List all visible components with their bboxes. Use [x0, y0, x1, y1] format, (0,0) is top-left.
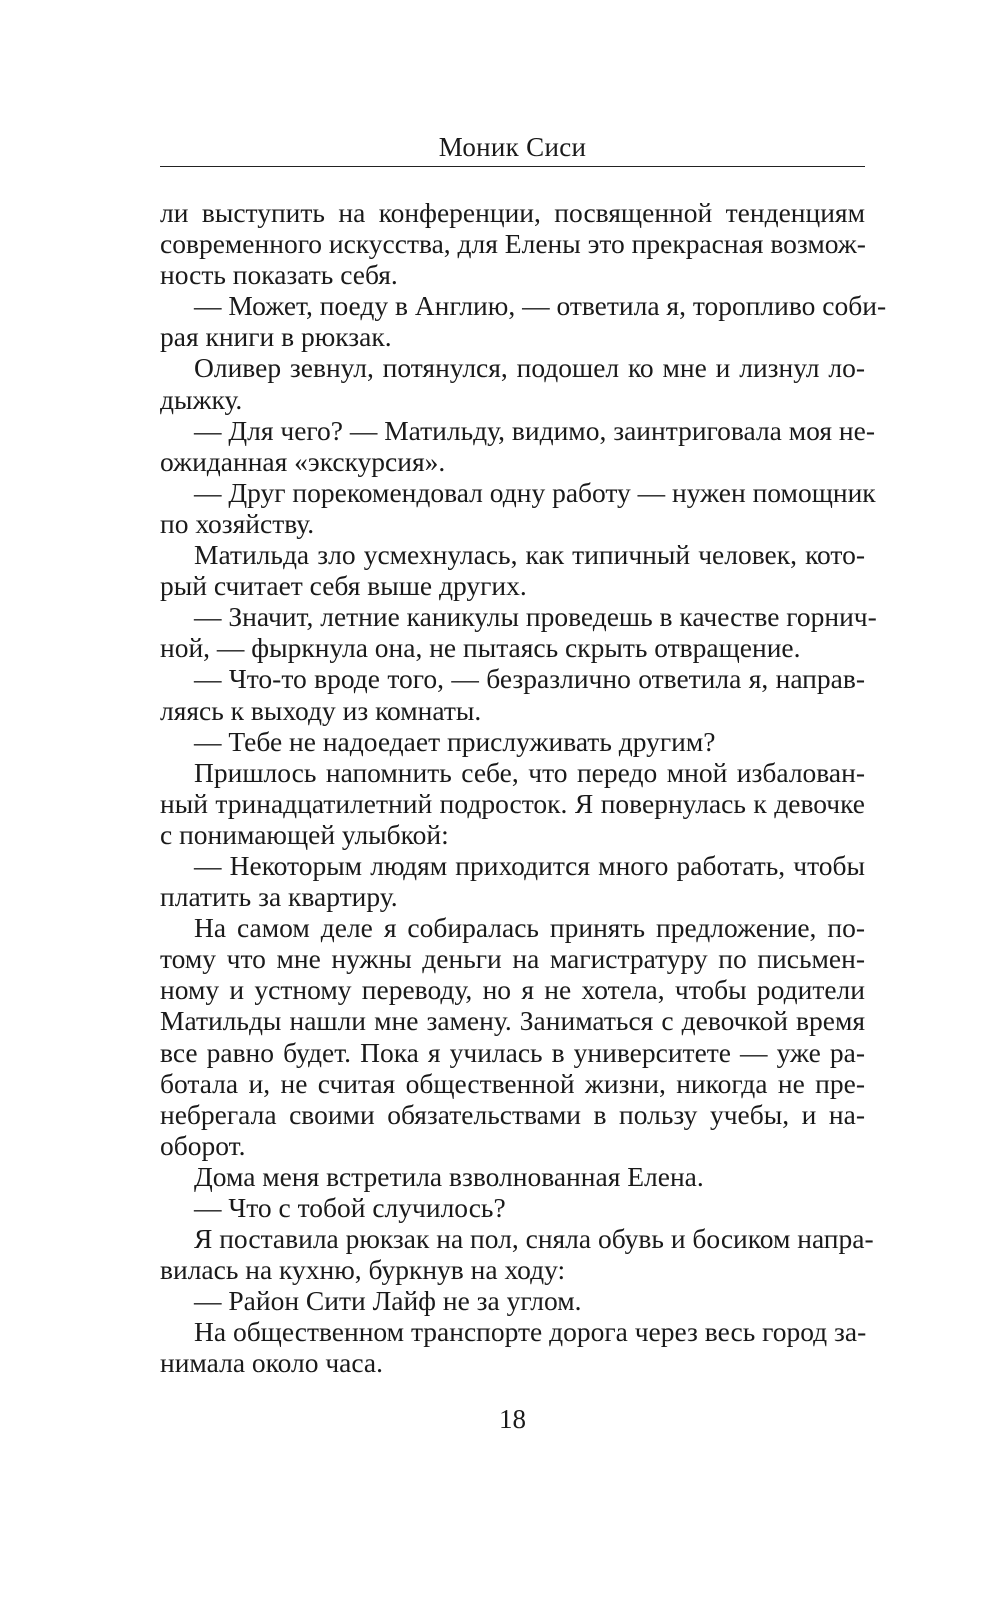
text-line: Матильды нашли мне замену. Заниматься с девочкой время — [160, 1005, 865, 1037]
text-line: современного искусства, для Елены это прекрасная возмож- — [160, 228, 866, 260]
text-line: ляясь к выходу из комнаты. — [160, 694, 482, 726]
page-number: 18 — [499, 1404, 526, 1434]
text-line: — Друг порекомендовал одну работу — нужен помощник — [194, 476, 876, 508]
text-line: с понимающей улыбкой: — [160, 818, 449, 850]
text-line: платить за квартиру. — [160, 881, 398, 913]
text-line: — Что-то вроде того, — безразлично ответила я, направ- — [194, 663, 865, 695]
text-line: Оливер зевнул, потянулся, подошел ко мне и лизнул ло- — [194, 352, 865, 384]
text-line: ожиданная «экскурсия». — [160, 445, 446, 477]
text-line: оборот. — [160, 1129, 246, 1161]
text-line: — Тебе не надоедает прислуживать другим? — [194, 725, 716, 757]
text-line: — Некоторым людям приходится много работать, чтобы — [194, 849, 865, 881]
text-line: ботала и, не считая общественной жизни, никогда не пре- — [160, 1067, 865, 1099]
text-line: все равно будет. Пока я училась в университете — уже ра- — [160, 1036, 865, 1068]
running-head-author: Моник Сиси — [438, 132, 587, 162]
text-line: вилась на кухню, буркнув на ходу: — [160, 1254, 566, 1286]
text-line: — Что с тобой случилось? — [194, 1192, 506, 1223]
text-line: рая книги в рюкзак. — [160, 321, 392, 353]
text-line: по хозяйству. — [160, 507, 315, 539]
text-line: ли выступить на конференции, посвященной тенденциям — [160, 197, 865, 228]
text-line: ный тринадцатилетний подросток. Я повернулась к девочке — [160, 787, 865, 819]
text-line: — Район Сити Лайф не за углом. — [194, 1285, 582, 1317]
text-line: Пришлось напомнить себе, что передо мной избалован- — [194, 756, 865, 788]
text-line: ной, — фыркнула она, не пытаясь скрыть отвращение. — [160, 632, 801, 664]
text-line: тому что мне нужны деньги на магистратуру по письмен- — [160, 943, 865, 975]
text-line: — Для чего? — Матильду, видимо, заинтриговала моя не- — [194, 414, 875, 446]
text-line: На самом деле я собиралась принять предложение, по- — [194, 912, 865, 944]
text-line: — Может, поеду в Англию, — ответила я, торопливо соби- — [194, 290, 887, 322]
header-rule — [160, 166, 865, 167]
text-line: Дома меня встретила взволнованная Елена. — [194, 1160, 704, 1192]
text-line: рый считает себя выше других. — [160, 570, 527, 602]
text-line: Матильда зло усмехнулась, как типичный человек, кото- — [194, 539, 865, 571]
text-line: На общественном транспорте дорога через весь город за- — [194, 1316, 867, 1348]
text-line: ному и устному переводу, но я не хотела, чтобы родители — [160, 974, 865, 1006]
text-line: нимала около часа. — [160, 1347, 384, 1379]
text-line: — Значит, летние каникулы проведешь в качестве горнич- — [194, 601, 877, 633]
text-line: ность показать себя. — [160, 259, 398, 291]
text-line: дыжку. — [160, 383, 243, 415]
text-line: небрегала своими обязательствами в пользу учебы, и на- — [160, 1098, 865, 1130]
text-line: Я поставила рюкзак на пол, сняла обувь и босиком напра- — [194, 1223, 874, 1255]
body-text — [160, 197, 887, 1379]
